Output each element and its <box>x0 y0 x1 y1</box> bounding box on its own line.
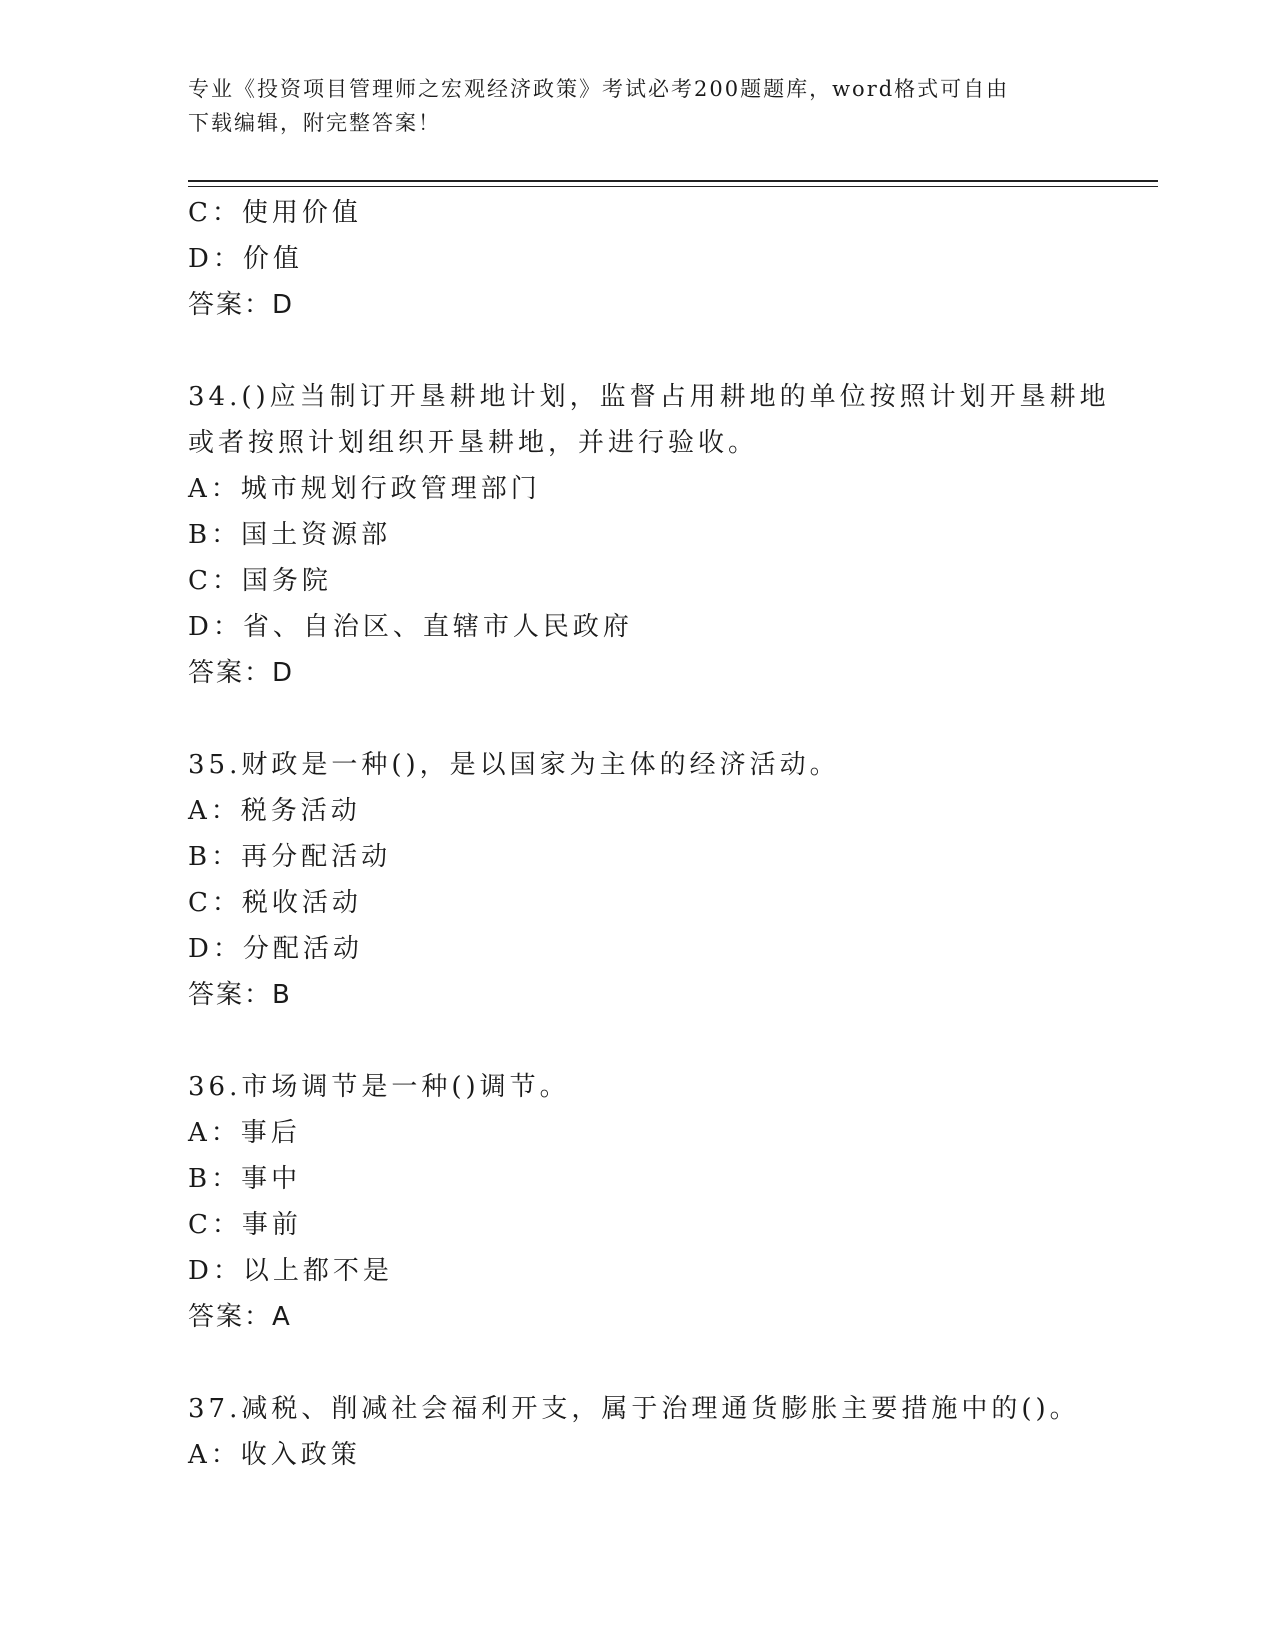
option: A：城市规划行政管理部门 <box>188 474 541 504</box>
option: C：税收活动 <box>188 888 362 918</box>
answer: 答案：D <box>188 658 295 688</box>
option: D：省、自治区、直辖市人民政府 <box>188 612 633 642</box>
question-text: 34.()应当制订开垦耕地计划，监督占用耕地的单位按照计划开垦耕地 <box>188 382 1110 412</box>
answer: 答案：B <box>188 980 292 1010</box>
question-list <box>188 190 1110 1478</box>
option: B：国土资源部 <box>188 520 392 550</box>
header-line: 专业《投资项目管理师之宏观经济政策》考试必考200题题库，word格式可自由 <box>188 77 1010 101</box>
option: B：事中 <box>188 1164 302 1194</box>
option: D：价值 <box>188 244 303 274</box>
question-item <box>188 742 1088 1018</box>
spacer <box>188 1018 1088 1064</box>
option: A：事后 <box>188 1118 301 1148</box>
option: C：国务院 <box>188 566 332 596</box>
question-item <box>188 1386 1088 1478</box>
option: D：分配活动 <box>188 934 363 964</box>
option: A：收入政策 <box>188 1440 361 1470</box>
option: B：再分配活动 <box>188 842 392 872</box>
question-fragment <box>188 190 1088 328</box>
answer: 答案：D <box>188 290 295 320</box>
spacer <box>188 696 1088 742</box>
header-rule <box>188 180 1158 182</box>
answer: 答案：A <box>188 1302 292 1332</box>
option: C：使用价值 <box>188 198 362 228</box>
spacer <box>188 1340 1088 1386</box>
question-text: 35.财政是一种()，是以国家为主体的经济活动。 <box>188 750 840 780</box>
question-text: 37.减税、削减社会福利开支，属于治理通货膨胀主要措施中的()。 <box>188 1394 1080 1424</box>
question-item <box>188 1064 1088 1340</box>
header-line: 下载编辑，附完整答案！ <box>188 111 441 135</box>
option: C：事前 <box>188 1210 302 1240</box>
question-text: 36.市场调节是一种()调节。 <box>188 1072 570 1102</box>
document-header <box>188 72 1088 140</box>
question-item <box>188 374 1110 696</box>
header-rule-thin <box>188 186 1158 187</box>
spacer <box>188 328 1088 374</box>
option: A：税务活动 <box>188 796 361 826</box>
option: D：以上都不是 <box>188 1256 393 1286</box>
question-text: 或者按照计划组织开垦耕地，并进行验收。 <box>188 428 759 458</box>
